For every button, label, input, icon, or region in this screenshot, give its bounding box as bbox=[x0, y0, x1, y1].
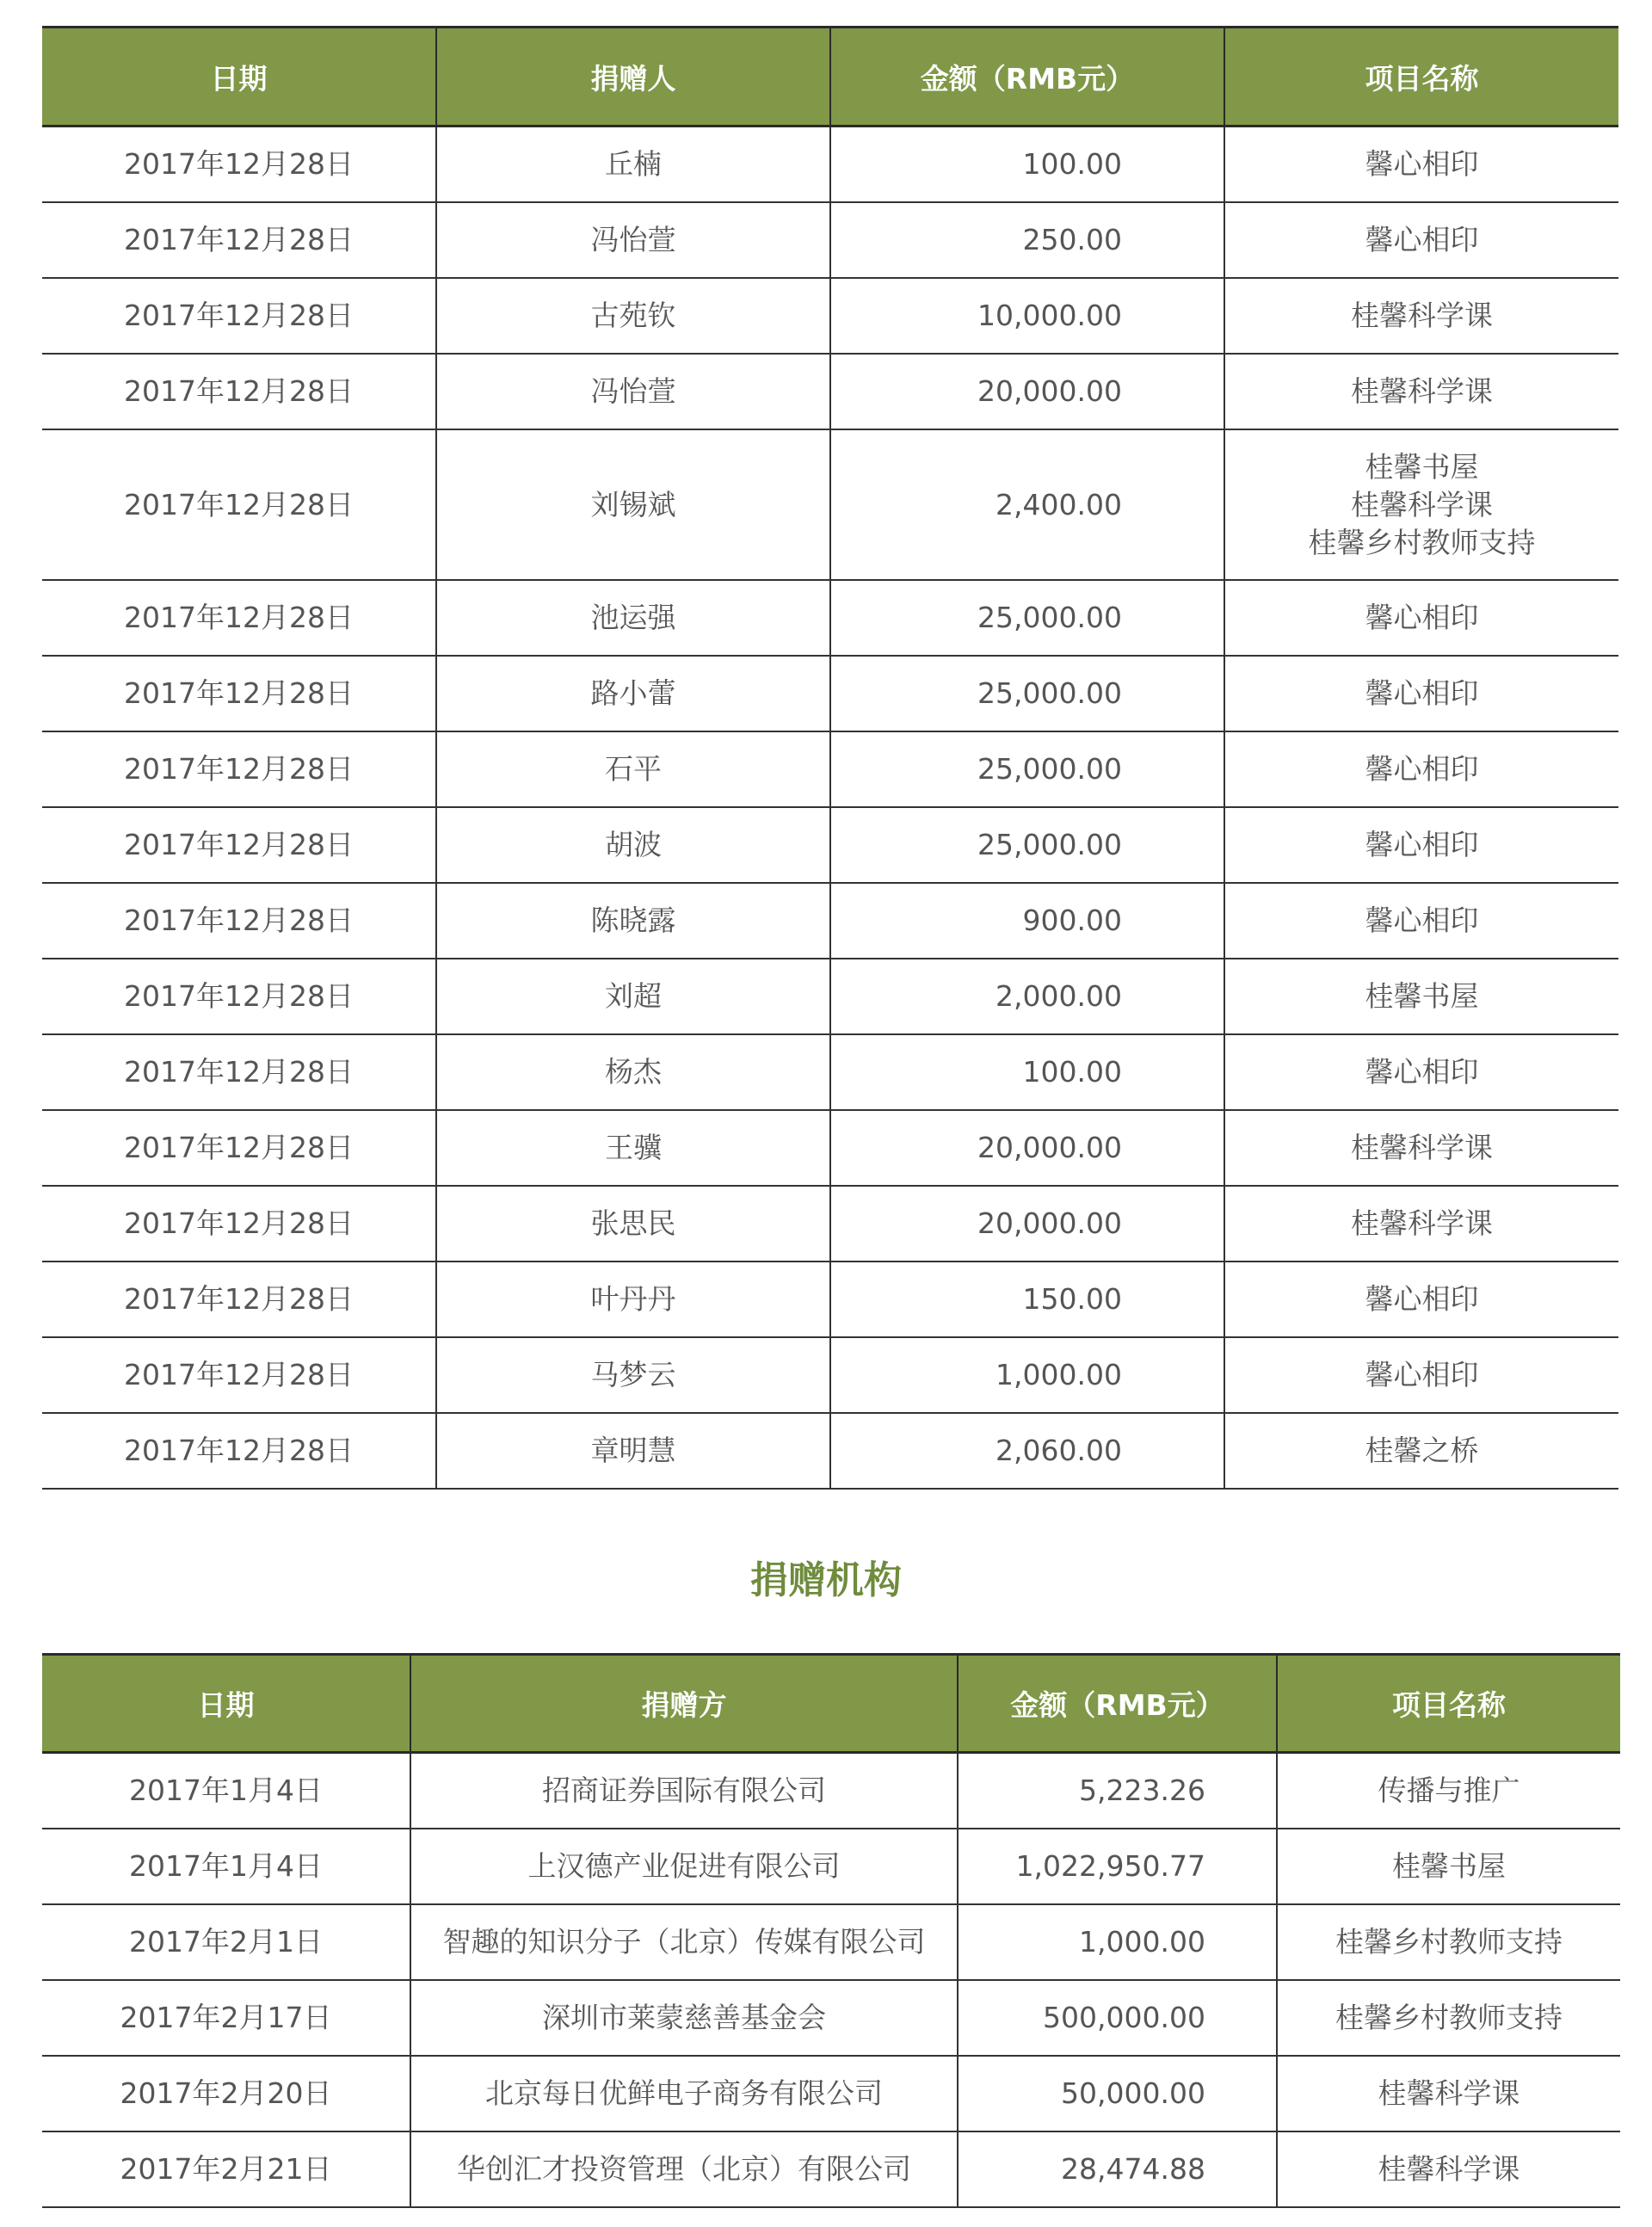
cell-donor: 叶丹丹 bbox=[436, 1262, 830, 1337]
header-donor-org: 捐赠方 bbox=[410, 1655, 958, 1753]
cell-project bbox=[1224, 202, 1618, 278]
cell-donor: 章明慧 bbox=[436, 1413, 830, 1489]
table-row bbox=[42, 656, 1618, 731]
cell-date: 2017年2月21日 bbox=[42, 2131, 410, 2207]
cell-amount: 500,000.00 bbox=[958, 1980, 1277, 2056]
cell-donor: 古苑钦 bbox=[436, 278, 830, 354]
individual-table-body bbox=[42, 126, 1618, 1490]
cell-date: 2017年2月1日 bbox=[42, 1904, 410, 1980]
header-amount: 金额（RMB元） bbox=[958, 1655, 1277, 1753]
cell-amount: 2,060.00 bbox=[830, 1413, 1224, 1489]
project-name: 馨心相印 bbox=[1365, 828, 1479, 861]
project-name: 馨心相印 bbox=[1365, 223, 1479, 256]
project-name: 馨心相印 bbox=[1365, 676, 1479, 710]
project-name: 桂馨乡村教师支持 bbox=[1335, 2001, 1563, 2034]
cell-date: 2017年12月28日 bbox=[42, 807, 436, 883]
table-row bbox=[42, 1337, 1618, 1413]
cell-amount: 2,000.00 bbox=[830, 959, 1224, 1034]
cell-donor: 丘楠 bbox=[436, 126, 830, 203]
cell-amount: 2,400.00 bbox=[830, 429, 1224, 580]
cell-amount: 50,000.00 bbox=[958, 2056, 1277, 2131]
cell-project bbox=[1224, 580, 1618, 656]
project-name: 桂馨乡村教师支持 bbox=[1308, 525, 1536, 559]
project-name: 桂馨科学课 bbox=[1351, 487, 1493, 521]
cell-project bbox=[1277, 1980, 1620, 2056]
cell-date: 2017年1月4日 bbox=[42, 1829, 410, 1904]
cell-donor: 陈晓露 bbox=[436, 883, 830, 959]
table-row bbox=[42, 126, 1618, 203]
project-name: 桂馨书屋 bbox=[1365, 449, 1479, 484]
cell-date: 2017年12月28日 bbox=[42, 1262, 436, 1337]
cell-amount: 25,000.00 bbox=[830, 580, 1224, 656]
cell-project bbox=[1277, 1904, 1620, 1980]
individual-donations-table bbox=[42, 26, 1618, 1490]
cell-donor: 杨杰 bbox=[436, 1034, 830, 1110]
cell-date: 2017年2月17日 bbox=[42, 1980, 410, 2056]
table-row bbox=[42, 354, 1618, 429]
header-date: 日期 bbox=[42, 28, 436, 126]
cell-date: 2017年12月28日 bbox=[42, 126, 436, 203]
cell-date: 2017年1月4日 bbox=[42, 1753, 410, 1829]
project-name: 桂馨科学课 bbox=[1378, 2076, 1520, 2110]
cell-donor: 招商证券国际有限公司 bbox=[410, 1753, 958, 1829]
cell-date: 2017年12月28日 bbox=[42, 278, 436, 354]
cell-date: 2017年12月28日 bbox=[42, 1337, 436, 1413]
cell-date: 2017年12月28日 bbox=[42, 429, 436, 580]
cell-project bbox=[1277, 2131, 1620, 2207]
cell-amount: 20,000.00 bbox=[830, 354, 1224, 429]
project-name: 传播与推广 bbox=[1378, 1774, 1520, 1807]
cell-amount: 1,000.00 bbox=[830, 1337, 1224, 1413]
cell-donor: 华创汇才投资管理（北京）有限公司 bbox=[410, 2131, 958, 2207]
cell-project bbox=[1224, 354, 1618, 429]
cell-amount: 20,000.00 bbox=[830, 1186, 1224, 1262]
table-header-row bbox=[42, 1655, 1620, 1753]
table-row bbox=[42, 278, 1618, 354]
cell-project bbox=[1224, 883, 1618, 959]
cell-donor: 胡波 bbox=[436, 807, 830, 883]
organization-table-body bbox=[42, 1753, 1620, 2208]
table-row bbox=[42, 580, 1618, 656]
header-donor: 捐赠人 bbox=[436, 28, 830, 126]
cell-project bbox=[1277, 2056, 1620, 2131]
table-row bbox=[42, 2131, 1620, 2207]
cell-date: 2017年12月28日 bbox=[42, 354, 436, 429]
project-name: 桂馨科学课 bbox=[1378, 2152, 1520, 2186]
project-name: 桂馨书屋 bbox=[1365, 979, 1479, 1013]
cell-amount: 1,022,950.77 bbox=[958, 1829, 1277, 1904]
header-project: 项目名称 bbox=[1277, 1655, 1620, 1753]
cell-donor: 池运强 bbox=[436, 580, 830, 656]
cell-project bbox=[1224, 126, 1618, 203]
cell-project bbox=[1277, 1829, 1620, 1904]
cell-amount: 28,474.88 bbox=[958, 2131, 1277, 2207]
project-name: 馨心相印 bbox=[1365, 752, 1479, 786]
table-row bbox=[42, 959, 1618, 1034]
cell-donor: 北京每日优鲜电子商务有限公司 bbox=[410, 2056, 958, 2131]
cell-project bbox=[1224, 1337, 1618, 1413]
cell-amount: 900.00 bbox=[830, 883, 1224, 959]
table-row bbox=[42, 1413, 1618, 1489]
cell-donor: 刘超 bbox=[436, 959, 830, 1034]
cell-donor: 石平 bbox=[436, 731, 830, 807]
table-row bbox=[42, 2056, 1620, 2131]
cell-date: 2017年12月28日 bbox=[42, 580, 436, 656]
cell-donor: 冯怡萱 bbox=[436, 202, 830, 278]
table-row bbox=[42, 202, 1618, 278]
cell-project bbox=[1224, 1034, 1618, 1110]
table-row bbox=[42, 807, 1618, 883]
project-name: 桂馨科学课 bbox=[1351, 1131, 1493, 1164]
cell-project bbox=[1224, 1110, 1618, 1186]
cell-amount: 100.00 bbox=[830, 1034, 1224, 1110]
table-row bbox=[42, 1980, 1620, 2056]
cell-date: 2017年12月28日 bbox=[42, 959, 436, 1034]
organization-donations-table bbox=[42, 1653, 1620, 2208]
project-name: 桂馨科学课 bbox=[1351, 1206, 1493, 1240]
cell-project bbox=[1224, 656, 1618, 731]
cell-project bbox=[1224, 731, 1618, 807]
cell-date: 2017年12月28日 bbox=[42, 1413, 436, 1489]
cell-amount: 150.00 bbox=[830, 1262, 1224, 1337]
table-row bbox=[42, 1186, 1618, 1262]
table-row bbox=[42, 1904, 1620, 1980]
table-row bbox=[42, 731, 1618, 807]
header-amount: 金额（RMB元） bbox=[830, 28, 1224, 126]
cell-donor: 路小蕾 bbox=[436, 656, 830, 731]
cell-project bbox=[1224, 278, 1618, 354]
cell-project bbox=[1224, 1262, 1618, 1337]
project-name: 馨心相印 bbox=[1365, 1055, 1479, 1089]
cell-donor: 智趣的知识分子（北京）传媒有限公司 bbox=[410, 1904, 958, 1980]
cell-project bbox=[1277, 1753, 1620, 1829]
header-date: 日期 bbox=[42, 1655, 410, 1753]
cell-amount: 25,000.00 bbox=[830, 731, 1224, 807]
table-row bbox=[42, 1034, 1618, 1110]
cell-amount: 5,223.26 bbox=[958, 1753, 1277, 1829]
cell-donor: 上汉德产业促进有限公司 bbox=[410, 1829, 958, 1904]
project-name: 桂馨乡村教师支持 bbox=[1335, 1925, 1563, 1959]
table-row bbox=[42, 429, 1618, 580]
project-name: 馨心相印 bbox=[1365, 147, 1479, 181]
cell-donor: 张思民 bbox=[436, 1186, 830, 1262]
cell-date: 2017年12月28日 bbox=[42, 1034, 436, 1110]
project-name: 桂馨书屋 bbox=[1392, 1849, 1506, 1883]
cell-project bbox=[1224, 1413, 1618, 1489]
header-project: 项目名称 bbox=[1224, 28, 1618, 126]
project-name: 桂馨科学课 bbox=[1351, 299, 1493, 332]
project-name: 馨心相印 bbox=[1365, 1358, 1479, 1391]
cell-date: 2017年12月28日 bbox=[42, 202, 436, 278]
cell-donor: 刘锡斌 bbox=[436, 429, 830, 580]
cell-amount: 20,000.00 bbox=[830, 1110, 1224, 1186]
table-row bbox=[42, 883, 1618, 959]
cell-amount: 1,000.00 bbox=[958, 1904, 1277, 1980]
cell-amount: 25,000.00 bbox=[830, 807, 1224, 883]
cell-date: 2017年12月28日 bbox=[42, 1186, 436, 1262]
cell-project bbox=[1224, 1186, 1618, 1262]
cell-amount: 25,000.00 bbox=[830, 656, 1224, 731]
cell-donor: 深圳市莱蒙慈善基金会 bbox=[410, 1980, 958, 2056]
cell-donor: 冯怡萱 bbox=[436, 354, 830, 429]
cell-date: 2017年12月28日 bbox=[42, 1110, 436, 1186]
cell-date: 2017年12月28日 bbox=[42, 883, 436, 959]
cell-donor: 王骥 bbox=[436, 1110, 830, 1186]
cell-project bbox=[1224, 807, 1618, 883]
project-name: 桂馨之桥 bbox=[1365, 1434, 1479, 1467]
cell-amount: 10,000.00 bbox=[830, 278, 1224, 354]
table-row bbox=[42, 1110, 1618, 1186]
cell-date: 2017年12月28日 bbox=[42, 731, 436, 807]
project-name: 馨心相印 bbox=[1365, 904, 1479, 937]
section-title-organizations: 捐赠机构 bbox=[750, 1558, 902, 1602]
project-name: 馨心相印 bbox=[1365, 601, 1479, 634]
cell-project bbox=[1224, 429, 1618, 580]
project-name: 馨心相印 bbox=[1365, 1282, 1479, 1316]
cell-amount: 250.00 bbox=[830, 202, 1224, 278]
cell-date: 2017年2月20日 bbox=[42, 2056, 410, 2131]
table-row bbox=[42, 1829, 1620, 1904]
cell-amount: 100.00 bbox=[830, 126, 1224, 203]
project-name: 桂馨科学课 bbox=[1351, 374, 1493, 408]
cell-date: 2017年12月28日 bbox=[42, 656, 436, 731]
cell-donor: 马梦云 bbox=[436, 1337, 830, 1413]
table-row bbox=[42, 1753, 1620, 1829]
table-row bbox=[42, 1262, 1618, 1337]
table-header-row bbox=[42, 28, 1618, 126]
cell-project bbox=[1224, 959, 1618, 1034]
